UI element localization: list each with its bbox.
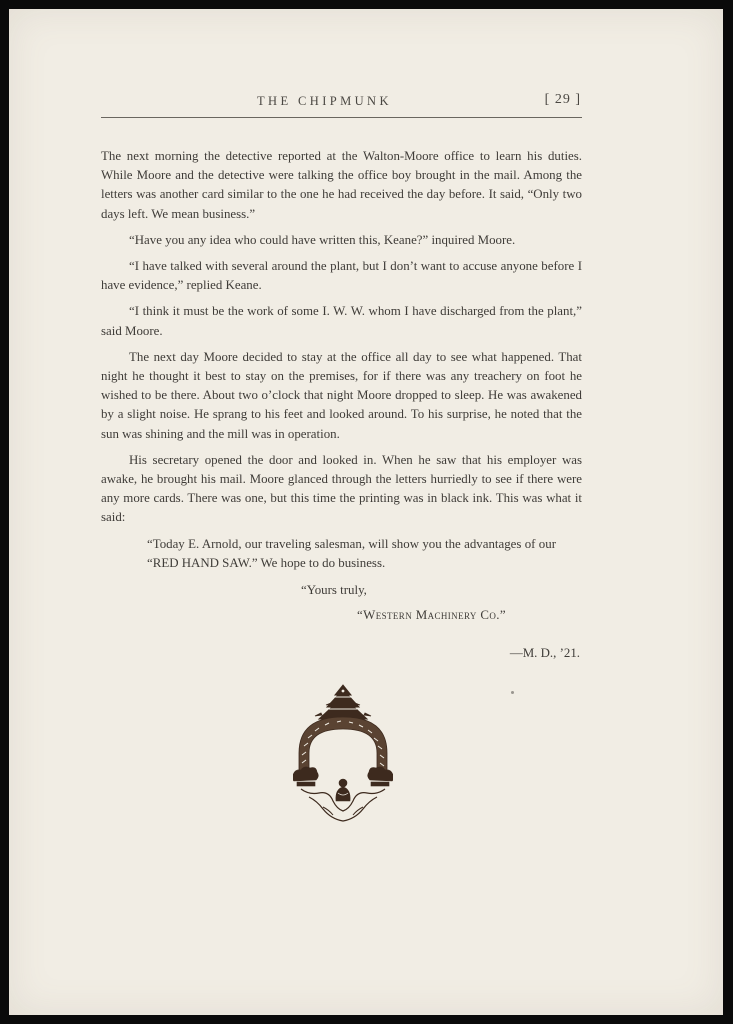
paragraph: “I have talked with several around the plant, but I don’t want to accuse anyone before I have evidence,” replied Keane.	[101, 259, 582, 293]
paragraph: “I think it must be the work of some I. W. W. whom I have discharged from the plant,” said Moore.	[101, 304, 582, 338]
letter-signature-text: “Western Machinery Co.”	[357, 608, 507, 623]
cottage-arch-vignette-icon	[293, 683, 393, 825]
running-header	[101, 92, 581, 116]
author-initials: —M. D., ’21.	[509, 646, 580, 661]
paragraph: The next day Moore decided to stay at the office all day to see what happened. That night he thought it best to stay on the premises, for if there was any treachery on foot he wished to be there. About two o’clock that night Moore dropped to sleep. He was awakened by a slight noise. He sprang to his feet and looked around. To his surprise, he noted that the sun was shining and the mill was in operation.	[101, 349, 582, 441]
running-title: THE CHIPMUNK	[257, 94, 392, 108]
page-number: [ 29 ]	[544, 92, 581, 107]
letter-closing: “Yours truly,	[301, 583, 367, 598]
quoted-letter	[101, 535, 582, 626]
story-body	[101, 147, 582, 664]
letter-signature	[101, 606, 582, 625]
paragraph: The next morning the detective reported at the Walton-Moore office to learn his duties. While Moore and the detective were talking the office boy brought in the mail. Among the letters was another card similar to the one he had received the day before. It said, “Only two days left. We mean business.”	[101, 149, 582, 221]
header-rule	[101, 117, 582, 118]
paragraph: “Have you any idea who could have written this, Keane?” inquired Moore.	[129, 232, 516, 247]
paragraph: His secretary opened the door and looked in. When he saw that his employer was awake, he brought his mail. Moore glanced through the letters hurriedly to see if there were any more cards. There was one, but this time the printing was in black ink. This was what it said:	[101, 452, 582, 525]
letter-body: “Today E. Arnold, our traveling salesman, will show you the advantages of our “RED HAND SAW.” We hope to do business.	[147, 536, 556, 570]
paper-speck	[511, 691, 514, 694]
